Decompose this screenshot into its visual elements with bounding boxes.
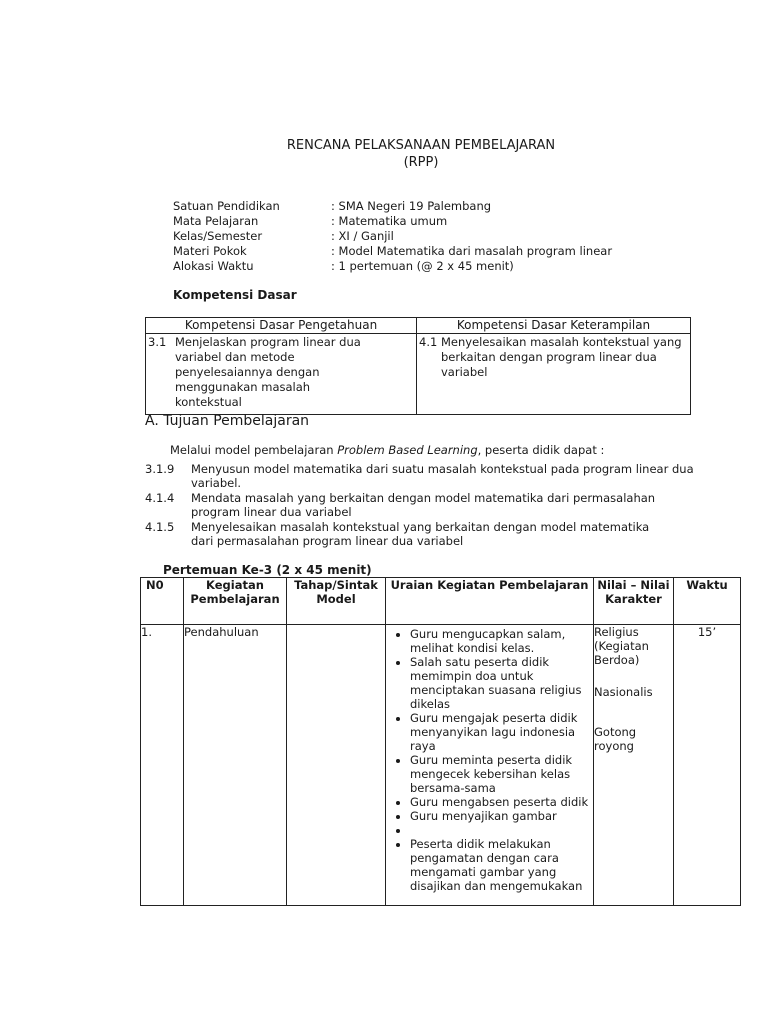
nilai-gotong-royong: Gotong royong <box>594 725 637 753</box>
model-name: Problem Based Learning <box>337 443 478 457</box>
activity-table <box>140 577 741 906</box>
objective-number: 4.1.5 <box>145 520 175 534</box>
info-row <box>173 199 612 214</box>
row-nilai <box>594 625 674 906</box>
kd-pengetahuan-header: Kompetensi Dasar Pengetahuan <box>146 318 417 334</box>
list-item: • Peserta didik melakukan pengamatan dengan cara mengamati gambar yang disajikan dan mengemukakan <box>410 837 593 893</box>
info-row <box>173 244 612 259</box>
list-item: • Guru menyajikan gambar <box>410 809 593 823</box>
kompetensi-table <box>145 317 691 415</box>
tujuan-intro <box>170 443 604 457</box>
intro-text: , peserta didik dapat : <box>477 443 605 457</box>
list-item: • Salah satu peserta didik memimpin doa untuk menciptakan suasana religius dikelas <box>410 655 593 711</box>
row-tahap <box>287 625 386 906</box>
kd-text: Menjelaskan program linear dua variabel dan metode penyelesaiannya dengan menggunakan masalah kontekstual <box>175 335 361 409</box>
info-value: : SMA Negeri 19 Palembang <box>331 199 492 213</box>
info-row <box>173 229 612 244</box>
col-header-tahap: Tahap/Sintak Model <box>287 578 386 625</box>
document-title: RENCANA PELAKSANAAN PEMBELAJARAN <box>286 138 556 153</box>
activity-list <box>386 627 593 893</box>
objective-number: 3.1.9 <box>145 462 175 476</box>
row-waktu: 15’ <box>674 625 741 906</box>
kd-text: Menyelesaikan masalah kontekstual yang berkaitan dengan program linear dua variabel <box>441 335 682 379</box>
kd-pengetahuan-cell <box>146 334 417 415</box>
kd-keterampilan-cell <box>417 334 691 415</box>
section-heading: A. Tujuan Pembelajaran <box>145 413 310 429</box>
list-item: • Guru mengajak peserta didik menyanyikan lagu indonesia raya <box>410 711 593 753</box>
info-label: Alokasi Waktu <box>173 259 254 273</box>
col-header-nilai: Nilai – Nilai Karakter <box>594 578 674 625</box>
row-kegiatan: Pendahuluan <box>184 625 287 906</box>
info-label: Mata Pelajaran <box>173 214 259 228</box>
nilai-religius: Religius (Kegiatan Berdoa) <box>594 625 649 667</box>
objective-number: 4.1.4 <box>145 491 175 505</box>
col-header-waktu: Waktu <box>674 578 741 625</box>
intro-text: Melalui model pembelajaran <box>170 443 338 457</box>
col-header-uraian: Uraian Kegiatan Pembelajaran <box>386 578 594 625</box>
objective-item <box>145 491 705 519</box>
list-item <box>410 823 593 837</box>
list-item: • Guru mengucapkan salam, melihat kondisi kelas. <box>410 627 593 655</box>
info-row <box>173 259 612 274</box>
list-item: • Guru meminta peserta didik mengecek kebersihan kelas bersama-sama <box>410 753 593 795</box>
kompetensi-heading: Kompetensi Dasar <box>173 288 297 302</box>
row-number: 1. <box>141 625 184 906</box>
row-uraian <box>386 625 594 906</box>
objective-item <box>145 462 705 490</box>
list-item: • Guru mengabsen peserta didik <box>410 795 593 809</box>
objective-text: Menyelesaikan masalah kontekstual yang berkaitan dengan model matematika dari permasalahan program linear dua variabel <box>191 520 650 548</box>
objective-text: Mendata masalah yang berkaitan dengan model matematika dari permasalahan program linear dua variabel <box>191 491 656 519</box>
info-value: : XI / Ganjil <box>331 229 394 243</box>
objective-text: Menyusun model matematika dari suatu masalah kontekstual pada program linear dua variabel. <box>191 462 694 490</box>
document-subtitle: (RPP) <box>403 155 439 170</box>
kd-number: 3.1 <box>148 335 167 349</box>
kd-number: 4.1 <box>419 335 438 349</box>
col-header-no: N0 <box>141 578 184 625</box>
info-label: Satuan Pendidikan <box>173 199 280 213</box>
pertemuan-heading: Pertemuan Ke-3 (2 x 45 menit) <box>163 563 372 577</box>
info-row <box>173 214 612 229</box>
objective-item <box>145 520 705 548</box>
kd-keterampilan-header: Kompetensi Dasar Keterampilan <box>417 318 691 334</box>
identity-block <box>173 199 612 274</box>
table-row <box>141 625 741 906</box>
info-value: : Model Matematika dari masalah program linear <box>331 244 613 258</box>
info-value: : Matematika umum <box>331 214 448 228</box>
info-label: Kelas/Semester <box>173 229 263 243</box>
col-header-kegiatan: Kegiatan Pembelajaran <box>184 578 287 625</box>
nilai-nasionalis: Nasionalis <box>594 685 653 699</box>
info-value: : 1 pertemuan (@ 2 x 45 menit) <box>331 259 514 273</box>
info-label: Materi Pokok <box>173 244 247 258</box>
